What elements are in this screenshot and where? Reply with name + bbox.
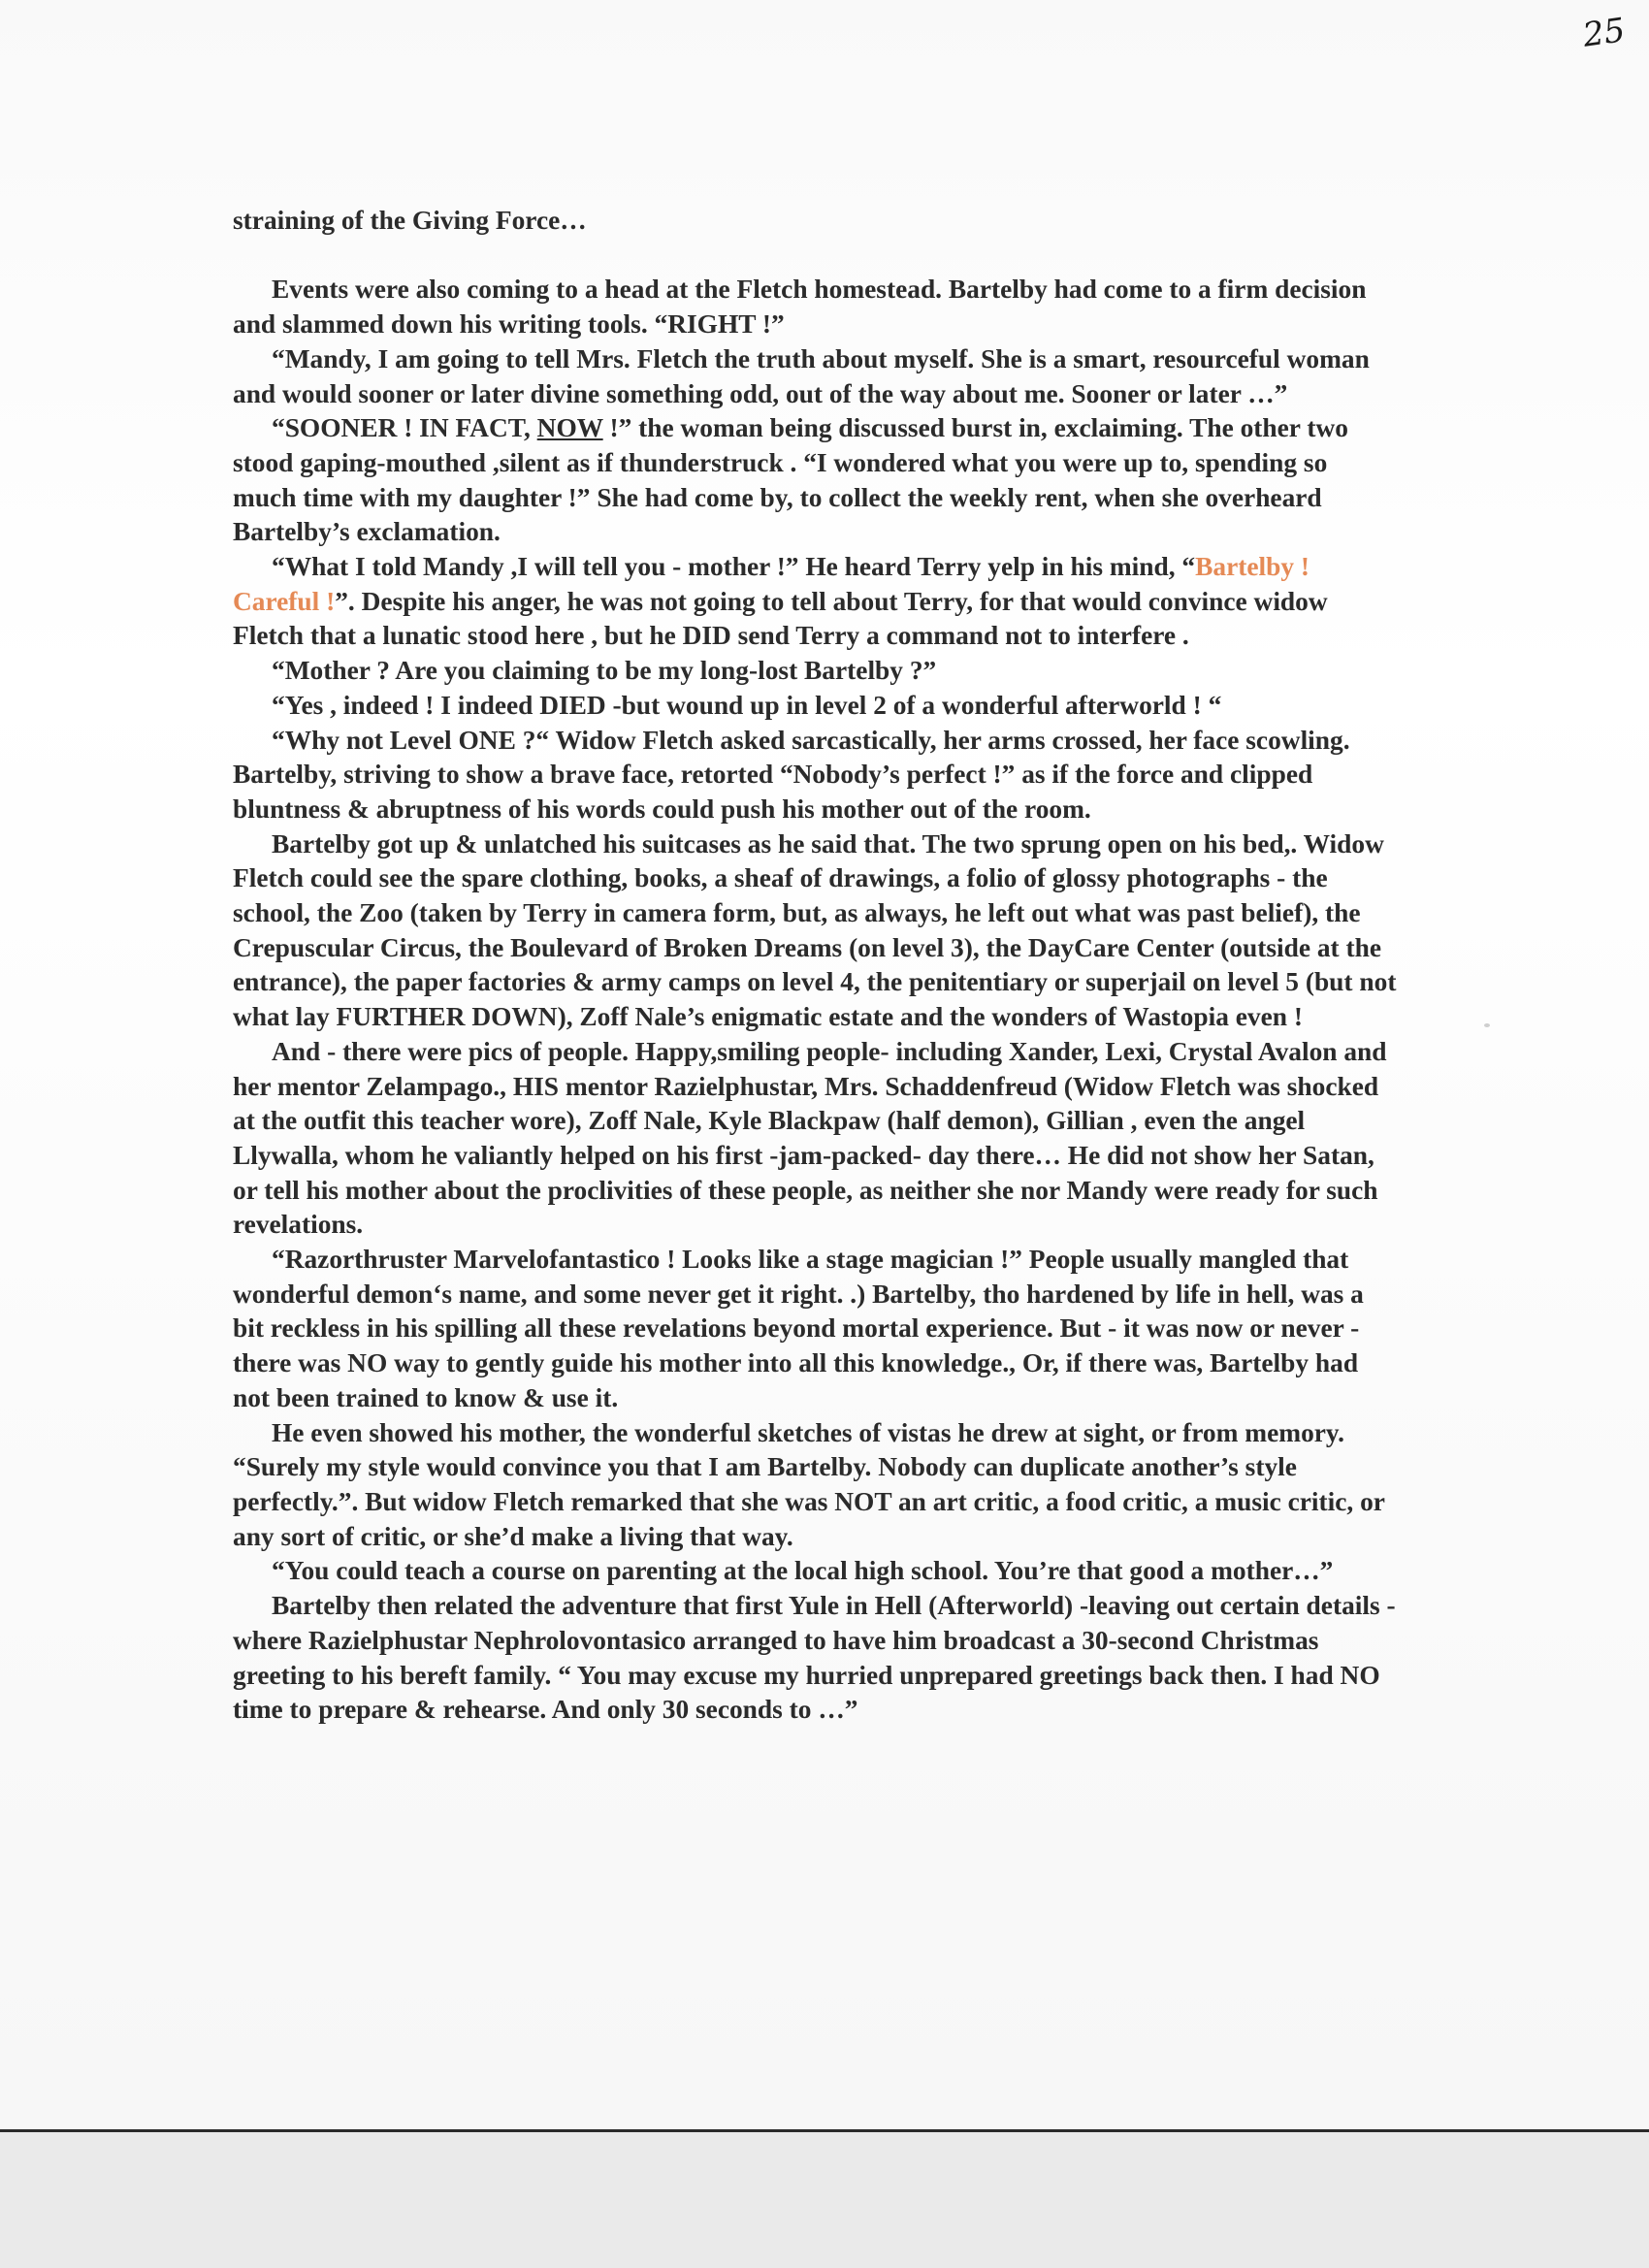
paragraph: straining of the Giving Force…: [233, 206, 587, 235]
paragraph: He even showed his mother, the wonderful sketches of vistas he drew at sight, or from memory. “Surely my style would convince you that I am Bartelby. Nobody can duplicate another’s style perfectly.”. But widow Fletch remarked that she was NOT an art critic, a food critic, a music critic, or any sort of critic, or she’d make a living that way.: [233, 1417, 1385, 1551]
paragraph: [233, 550, 1397, 654]
paragraph: “Yes , indeed ! I indeed DIED -but wound up in level 2 of a wonderful afterworld ! “: [272, 690, 1222, 720]
paragraph: Bartelby got up & unlatched his suitcases as he said that. The two sprung open on his bed,. Widow Fletch could see the spare clothing, books, a sheaf of drawings, a folio of glossy photographs - the school, the Zoo (taken by Terry in camera form, but, as always, he left out what was past belief), the Crepuscular Circus, the Boulevard of Broken Dreams (on level 3), the DayCare Center (outside at the entrance), the paper factories & army camps on level 4, the penitentiary or superjail on level 5 (but not what lay FURTHER DOWN), Zoff Nale’s enigmatic estate and the wonders of Wastopia even !: [233, 828, 1397, 1032]
paragraph: “Mother ? Are you claiming to be my long-lost Bartelby ?”: [272, 656, 937, 686]
highlighted-quote: Bartelby ! Careful !: [233, 552, 1310, 616]
scanner-edge: [0, 2129, 1649, 2268]
underlined-word: NOW: [536, 413, 603, 443]
text-run: “What I told Mandy ,I will tell you - mother !” He heard Terry yelp in his mind, “: [272, 552, 1196, 582]
text-run: ”. Despite his anger, he was not going to tell about Terry, for that would convince widow Fletch that a lunatic stood here , but he DID send Terry a command not to interfere .: [233, 586, 1328, 651]
paragraph: [233, 411, 1397, 550]
paragraph: “Mandy, I am going to tell Mrs. Fletch the truth about myself. She is a smart, resourceful woman and would sooner or later divine something odd, out of the way about me. Sooner or later …”: [233, 343, 1370, 408]
paragraph: And - there were pics of people. Happy,smiling people- including Xander, Lexi, Crystal Avalon and her mentor Zelampago., HIS mentor Razielphustar, Mrs. Schaddenfreud (Widow Fletch was shocked at the outfit this teacher wore), Zoff Nale, Kyle Blackpaw (half demon), Gillian , even the angel Llywalla, whom he valiantly helped on his first -jam-packed- day there… He did not show her Satan, or tell his mother about the proclivities of these people, as neither she nor Mandy were ready for such revelations.: [233, 1036, 1387, 1240]
paragraph: “You could teach a course on parenting at the local high school. You’re that good a mother…”: [272, 1556, 1334, 1586]
paragraph: Bartelby then related the adventure that first Yule in Hell (Afterworld) -leaving out certain details -where Razielphustar Nephrolovontasico arranged to have him broadcast a 30-second Christmas greeting to his bereft family. “ You may excuse my hurried unprepared greetings back then. I had NO time to prepare & rehearse. And only 30 seconds to …”: [233, 1591, 1396, 1725]
text-run: !” the woman being discussed burst in, exclaiming. The other two stood gaping-mouthed ,silent as if thunderstruck . “I wondered what you were up to, spending so much time with my daughter !” She had come by, to collect the weekly rent, when she overheard Bartelby’s exclamation.: [233, 413, 1348, 547]
paragraph: “Why not Level ONE ?“ Widow Fletch asked sarcastically, her arms crossed, her face scowling. Bartelby, striving to show a brave face, retorted “Nobody’s perfect !” as if the force and clipped bluntness & abruptness of his words could push his mother out of the room.: [233, 725, 1350, 824]
page-number: 25: [1580, 11, 1628, 55]
paragraph: “Razorthruster Marvelofantastico ! Looks like a stage magician !” People usually mangled that wonderful demon‘s name, and some never get it right. .) Bartelby, tho hardened by life in hell, was a bit reckless in his spilling all these revelations beyond mortal experience. But - it was now or never -there was NO way to gently guide his mother into all this knowledge., Or, if there was, Bartelby had not been trained to know & use it.: [233, 1245, 1364, 1412]
body-text: [233, 204, 1397, 1728]
text-run: “SOONER ! IN FACT,: [272, 413, 537, 443]
scan-speck: [1484, 1023, 1490, 1027]
paragraph: Events were also coming to a head at the Fletch homestead. Bartelby had come to a firm decision and slammed down his writing tools. “RIGHT !”: [233, 275, 1367, 340]
